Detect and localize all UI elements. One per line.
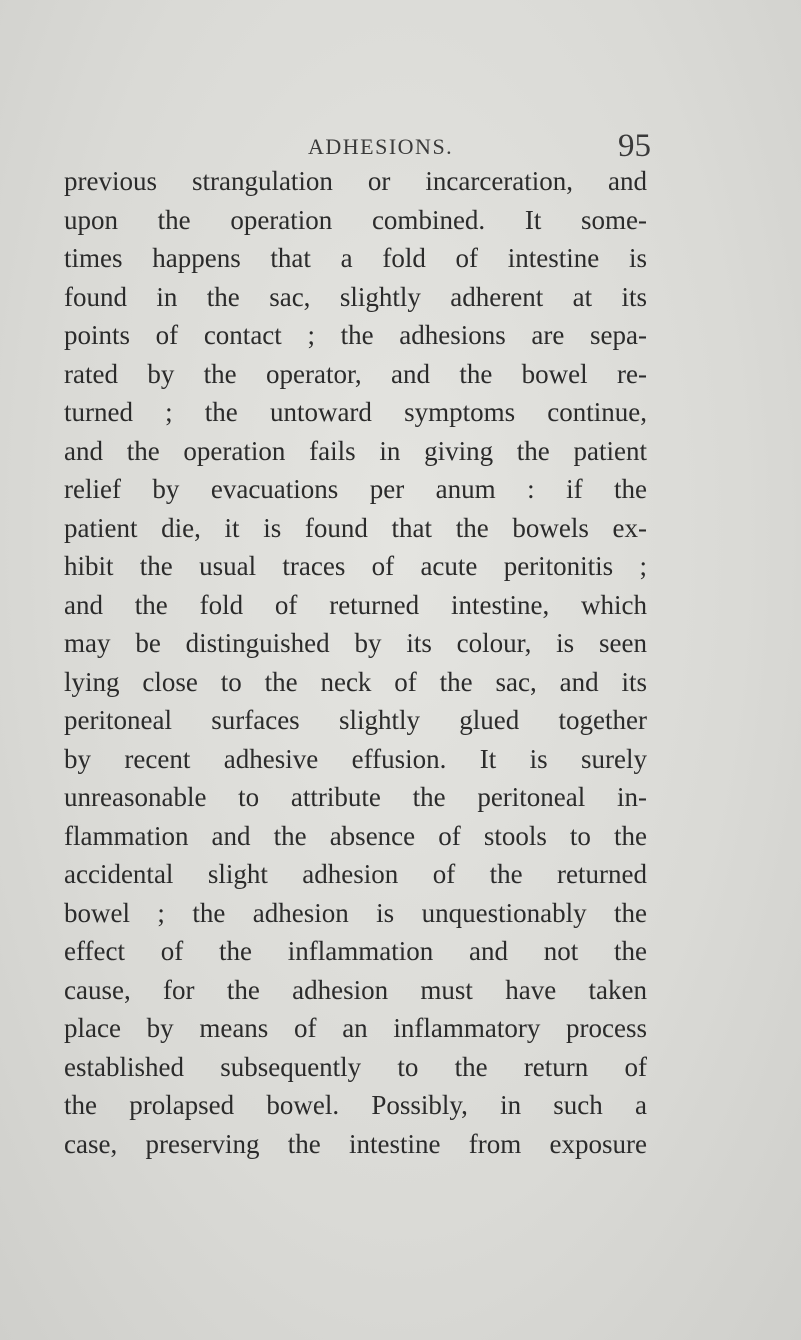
text-line: effect of the inflammation and not the [64, 936, 647, 966]
text-line: rated by the operator, and the bowel re- [64, 358, 647, 389]
text-line: relief by evacuations per anum : if the [64, 474, 647, 504]
text-line: times happens that a fold of intestine is [64, 243, 647, 273]
text-line: previous strangulation or incarceration, and [64, 166, 647, 196]
text-line: accidental slight adhesion of the returned [64, 859, 647, 889]
text-line: and the fold of returned intestine, which [64, 589, 647, 620]
body-paragraph [64, 162, 647, 1163]
page-number: 95 [618, 128, 651, 164]
text-line: unreasonable to attribute the peritoneal in- [64, 782, 647, 812]
text-line: the prolapsed bowel. Possibly, in such a [64, 1090, 647, 1120]
text-line: cause, for the adhesion must have taken [64, 974, 647, 1005]
text-line: upon the operation combined. It some- [64, 204, 647, 235]
text-line: peritoneal surfaces slightly glued together [64, 705, 647, 735]
text-line: flammation and the absence of stools to the [64, 820, 647, 851]
running-head-title: ADHESIONS. [308, 134, 454, 159]
text-line: turned ; the untoward symptoms continue, [64, 397, 647, 427]
text-line: may be distinguished by its colour, is seen [64, 628, 647, 658]
text-line: lying close to the neck of the sac, and its [64, 666, 647, 697]
text-line: hibit the usual traces of acute peritonitis ; [64, 551, 647, 581]
text-line: bowel ; the adhesion is unquestionably the [64, 897, 647, 928]
text-line: patient die, it is found that the bowels ex- [64, 512, 647, 543]
text-line: established subsequently to the return of [64, 1051, 647, 1082]
text-line: place by means of an inflammatory process [64, 1013, 647, 1043]
text-line: and the operation fails in giving the patient [64, 435, 647, 466]
text-line: found in the sac, slightly adherent at its [64, 281, 647, 312]
text-line: by recent adhesive effusion. It is surely [64, 743, 647, 774]
text-line: points of contact ; the adhesions are sepa- [64, 320, 647, 350]
text-line: case, preserving the intestine from exposure [64, 1128, 647, 1159]
